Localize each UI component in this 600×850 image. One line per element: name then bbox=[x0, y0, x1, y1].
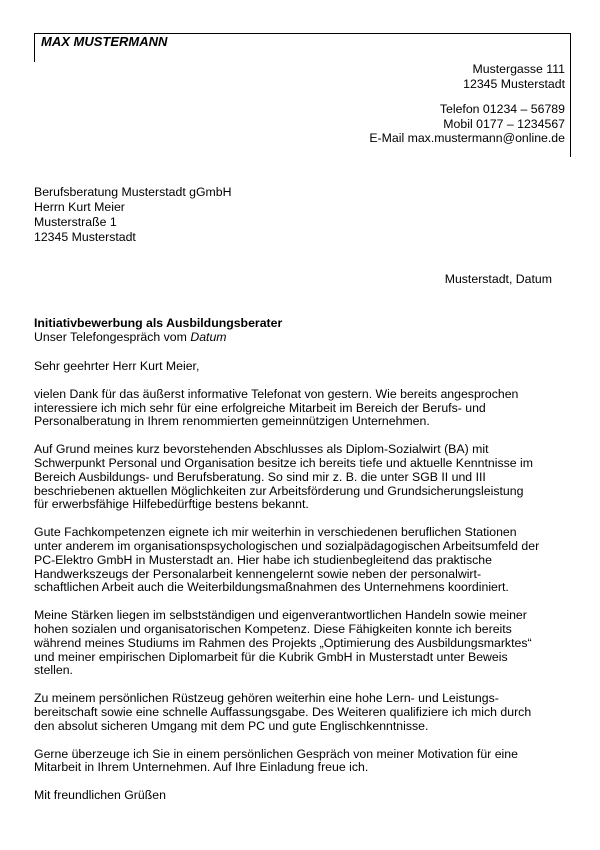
body-paragraph bbox=[34, 609, 564, 678]
paragraph-line: Gerne überzeuge ich Sie in einem persönlichen Gespräch von meiner Motivation für eine bbox=[34, 746, 518, 761]
paragraph-line: Mitarbeit in Ihrem Unternehmen. Auf Ihre Einladung freue ich. bbox=[34, 760, 369, 775]
recipient-street: Musterstraße 1 bbox=[34, 215, 117, 229]
paragraph-line: Auf Grund meines kurz bevorstehenden Abschlusses als Diplom-Sozialwirt (BA) mit bbox=[34, 442, 489, 457]
paragraph-line: Gute Fachkompetenzen eignete ich mir weiterhin in verschiedenen beruflichen Stationen bbox=[34, 525, 517, 540]
sender-mobile: Mobil 0177 – 1234567 bbox=[443, 116, 565, 131]
paragraph-line: Zu meinem persönlichen Rüstzeug gehören weiterhin eine hohe Lern- und Leistungs- bbox=[34, 691, 499, 706]
subject-title: Initiativbewerbung als Ausbildungsberater bbox=[34, 316, 283, 330]
body-paragraph bbox=[34, 692, 564, 733]
paragraph-line: interessiere ich mich sehr für eine erfolgreiche Mitarbeit im Bereich der Berufs- und bbox=[34, 400, 486, 415]
paragraph-line: PC-Elektro GmbH in Musterstadt an. Hier habe ich studienbegleitend das praktische bbox=[34, 552, 492, 567]
recipient-company: Berufsberatung Musterstadt gGmbH bbox=[34, 185, 232, 199]
recipient-person: Herrn Kurt Meier bbox=[34, 200, 125, 214]
paragraph-line: für erwerbsfähige Hilfebedürftige bestens bekannt. bbox=[34, 497, 309, 512]
paragraph-line: schaftlichen Arbeit auch die Weiterbildungsmaßnahmen des Unternehmens koordiniert. bbox=[34, 580, 509, 595]
header-rule-left bbox=[34, 33, 35, 62]
body-paragraph bbox=[34, 388, 564, 429]
sender-name: MAX MUSTERMANN bbox=[41, 34, 168, 49]
subject-reference-prefix: Unser Telefongespräch vom bbox=[34, 330, 191, 344]
paragraph-line: unter anderem im organisationspsychologischen und sozialpädagogischen Arbeitsumfeld der bbox=[34, 538, 540, 553]
sender-email: E-Mail max.mustermann@online.de bbox=[369, 131, 565, 145]
header-rule-right bbox=[570, 33, 571, 157]
salutation: Sehr geehrter Herr Kurt Meier, bbox=[34, 359, 200, 373]
sender-phone: Telefon 01234 – 56789 bbox=[439, 102, 565, 116]
paragraph-line: hohen sozialen und organisatorischen Kompetenz. Diese Fähigkeiten konnte ich bereits bbox=[34, 621, 512, 636]
letter-body bbox=[34, 360, 564, 817]
date-line: Musterstadt, Datum bbox=[444, 272, 552, 286]
paragraph-line: Schwerpunkt Personal und Organisation besitze ich bereits tiefe und aktuelle Kenntnisse im bbox=[34, 455, 533, 470]
paragraph-line: stellen. bbox=[34, 663, 73, 678]
sender-street: Mustergasse 111 bbox=[472, 62, 565, 76]
subject-reference-date: Datum bbox=[190, 330, 227, 344]
subject-reference bbox=[34, 330, 282, 344]
paragraph-line: beschriebenen aktuellen Möglichkeiten zur Arbeitsförderung und Grundsicherungsleistung bbox=[34, 483, 524, 498]
subject-block bbox=[34, 316, 282, 344]
sender-contact bbox=[369, 102, 565, 146]
body-paragraph bbox=[34, 748, 564, 776]
recipient-city: 12345 Musterstadt bbox=[34, 230, 136, 244]
paragraph-line: Bereich Ausbildungs- und Berufsberatung. So sind mir z. B. die unter SGB II und III bbox=[34, 469, 486, 484]
paragraph-line: vielen Dank für das äußerst informative Telefonat von gestern. Wie bereits angesprochen bbox=[34, 386, 519, 401]
sender-address bbox=[463, 62, 565, 91]
closing: Mit freundlichen Grüßen bbox=[34, 788, 166, 803]
paragraph-line: den absolut sicheren Umgang mit dem PC und gute Englischkenntnisse. bbox=[34, 718, 429, 733]
body-paragraph bbox=[34, 443, 564, 512]
paragraph-line: Handwerkszeugs der Personalarbeit kennengelernt sowie neben der personalwirt- bbox=[34, 566, 482, 581]
sender-city: 12345 Musterstadt bbox=[463, 76, 565, 91]
paragraph-line: und meiner empirischen Diplomarbeit für die Kubrik GmbH in Musterstadt unter Beweis bbox=[34, 649, 508, 664]
paragraph-line: Personalberatung in Ihrem renommierten gemeinnützigen Unternehmen. bbox=[34, 414, 430, 429]
paragraph-line: bereitschaft sowie eine schnelle Auffassungsgabe. Des Weiteren qualifiziere ich mich durch bbox=[34, 704, 532, 719]
paragraph-line: Meine Stärken liegen im selbstständigen und eigenverantwortlichen Handeln sowie meiner bbox=[34, 608, 527, 623]
recipient-address bbox=[34, 185, 232, 245]
body-paragraph bbox=[34, 526, 564, 595]
paragraph-line: während meines Studiums im Rahmen des Projekts „Optimierung des Ausbildungsmarktes“ bbox=[34, 635, 532, 650]
